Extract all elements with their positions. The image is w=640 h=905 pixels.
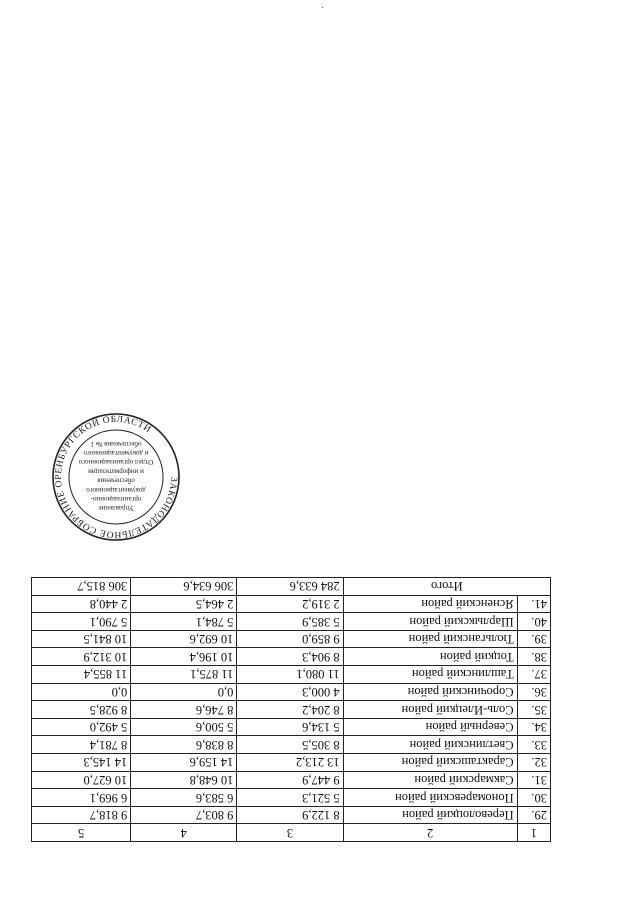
table-row — [32, 754, 551, 772]
value-col5: 2 440,8 — [32, 595, 131, 613]
row-number: 40. — [517, 613, 550, 631]
table-row — [32, 806, 551, 824]
stamp-inner-line: Отдел организационного — [78, 458, 154, 467]
stamp-inner-line: обеспечения № 1 — [90, 439, 142, 448]
value-col3: 8 904,3 — [237, 648, 343, 666]
table-row — [32, 613, 551, 631]
value-col3: 8 122,9 — [237, 806, 343, 824]
value-col4: 0,0 — [131, 683, 237, 701]
row-number: 32. — [517, 754, 550, 772]
value-col4: 10 196,4 — [131, 648, 237, 666]
table-row — [32, 736, 551, 754]
value-col4: 11 875,1 — [131, 666, 237, 684]
table-row — [32, 683, 551, 701]
header-cell: 5 — [32, 824, 131, 842]
value-col5: 10 627,0 — [32, 771, 131, 789]
table-row — [32, 595, 551, 613]
stamp-inner-line: обеспечения — [97, 476, 135, 485]
table-body — [32, 578, 551, 842]
value-col4: 8 838,6 — [131, 736, 237, 754]
value-col5: 8 928,5 — [32, 701, 131, 719]
stamp-inner-text — [78, 440, 153, 512]
row-number: 29. — [517, 806, 550, 824]
value-col5: 6 969,1 — [32, 789, 131, 807]
district-name: Северный район — [343, 718, 517, 736]
row-number: 34. — [517, 718, 550, 736]
district-name: Ташлинский район — [343, 666, 517, 684]
header-cell: 2 — [343, 824, 517, 842]
official-stamp — [51, 412, 181, 542]
total-c5: 306 815,7 — [32, 578, 131, 596]
value-col5: 11 855,4 — [32, 666, 131, 684]
table-row — [32, 666, 551, 684]
value-col4: 6 583,6 — [131, 789, 237, 807]
value-col4: 8 746,6 — [131, 701, 237, 719]
value-col3: 11 080,1 — [237, 666, 343, 684]
value-col4: 14 159,6 — [131, 754, 237, 772]
table-row — [32, 630, 551, 648]
stamp-inner-line: Управление — [98, 504, 134, 513]
value-col3: 9 859,0 — [237, 630, 343, 648]
district-name: Сорочинский район — [343, 683, 517, 701]
value-col3: 8 204,2 — [237, 701, 343, 719]
row-number: 35. — [517, 701, 550, 719]
district-name: Светлинский район — [343, 736, 517, 754]
value-col4: 9 803,7 — [131, 806, 237, 824]
value-col5: 14 145,3 — [32, 754, 131, 772]
value-col5: 5 492,0 — [32, 718, 131, 736]
value-col3: 9 447,9 — [237, 771, 343, 789]
row-number: 30. — [517, 789, 550, 807]
value-col3: 5 521,3 — [237, 789, 343, 807]
value-col3: 2 319,2 — [237, 595, 343, 613]
row-number: 38. — [517, 648, 550, 666]
row-number: 36. — [517, 683, 550, 701]
district-name: Ясненский район — [343, 595, 517, 613]
row-number: 33. — [517, 736, 550, 754]
row-number: 37. — [517, 666, 550, 684]
row-number: 39. — [517, 630, 550, 648]
stamp-inner-line: и документационного — [83, 449, 149, 457]
district-name: Пономаревский район — [343, 789, 517, 807]
header-cell: 1 — [517, 824, 550, 842]
table-header-row — [32, 824, 551, 842]
stamp-seal-graphic — [51, 412, 181, 542]
table-row — [32, 648, 551, 666]
district-name: Сакмарский район — [343, 771, 517, 789]
district-name: Тоцкий район — [343, 648, 517, 666]
value-col5: 8 781,4 — [32, 736, 131, 754]
row-number: 41. — [517, 595, 550, 613]
value-col3: 4 000,3 — [237, 683, 343, 701]
total-c3: 284 633,6 — [237, 578, 343, 596]
value-col5: 10 312,9 — [32, 648, 131, 666]
stamp-inner-line: и информатизации — [88, 467, 144, 476]
header-cell: 4 — [131, 824, 237, 842]
stamp-inner-line: документационного — [86, 485, 146, 494]
value-col5: 10 841,5 — [32, 630, 131, 648]
stamp-outer-text: ЗАКОНОДАТЕЛЬНОЕ СОБРАНИЕ ОРЕНБУРГСКОЙ ОБЛАСТИ — [53, 414, 179, 540]
value-col4: 10 648,8 — [131, 771, 237, 789]
header-cell: 3 — [237, 824, 343, 842]
value-col3: 8 305,5 — [237, 736, 343, 754]
value-col5: 9 818,7 — [32, 806, 131, 824]
table-row — [32, 701, 551, 719]
value-col4: 2 464,5 — [131, 595, 237, 613]
budget-table — [31, 577, 551, 842]
table-row — [32, 771, 551, 789]
district-name: Шарлыкский район — [343, 613, 517, 631]
scan-speck — [322, 7, 323, 8]
value-col5: 5 790,1 — [32, 613, 131, 631]
value-col3: 5 134,6 — [237, 718, 343, 736]
district-name: Соль-Илецкий район — [343, 701, 517, 719]
value-col4: 5 500,6 — [131, 718, 237, 736]
value-col5: 0,0 — [32, 683, 131, 701]
district-name: Переволоцкий район — [343, 806, 517, 824]
total-c4: 306 634,6 — [131, 578, 237, 596]
value-col3: 13 213,2 — [237, 754, 343, 772]
district-name: Саракташский район — [343, 754, 517, 772]
value-col3: 5 385,9 — [237, 613, 343, 631]
row-number: 31. — [517, 771, 550, 789]
value-col4: 5 784,1 — [131, 613, 237, 631]
total-row — [32, 578, 551, 596]
total-label: Итого — [343, 578, 550, 596]
table-row — [32, 718, 551, 736]
value-col4: 10 692,6 — [131, 630, 237, 648]
district-name: Тюльганский район — [343, 630, 517, 648]
table-row — [32, 789, 551, 807]
stamp-inner-line: организационно- — [90, 495, 142, 503]
